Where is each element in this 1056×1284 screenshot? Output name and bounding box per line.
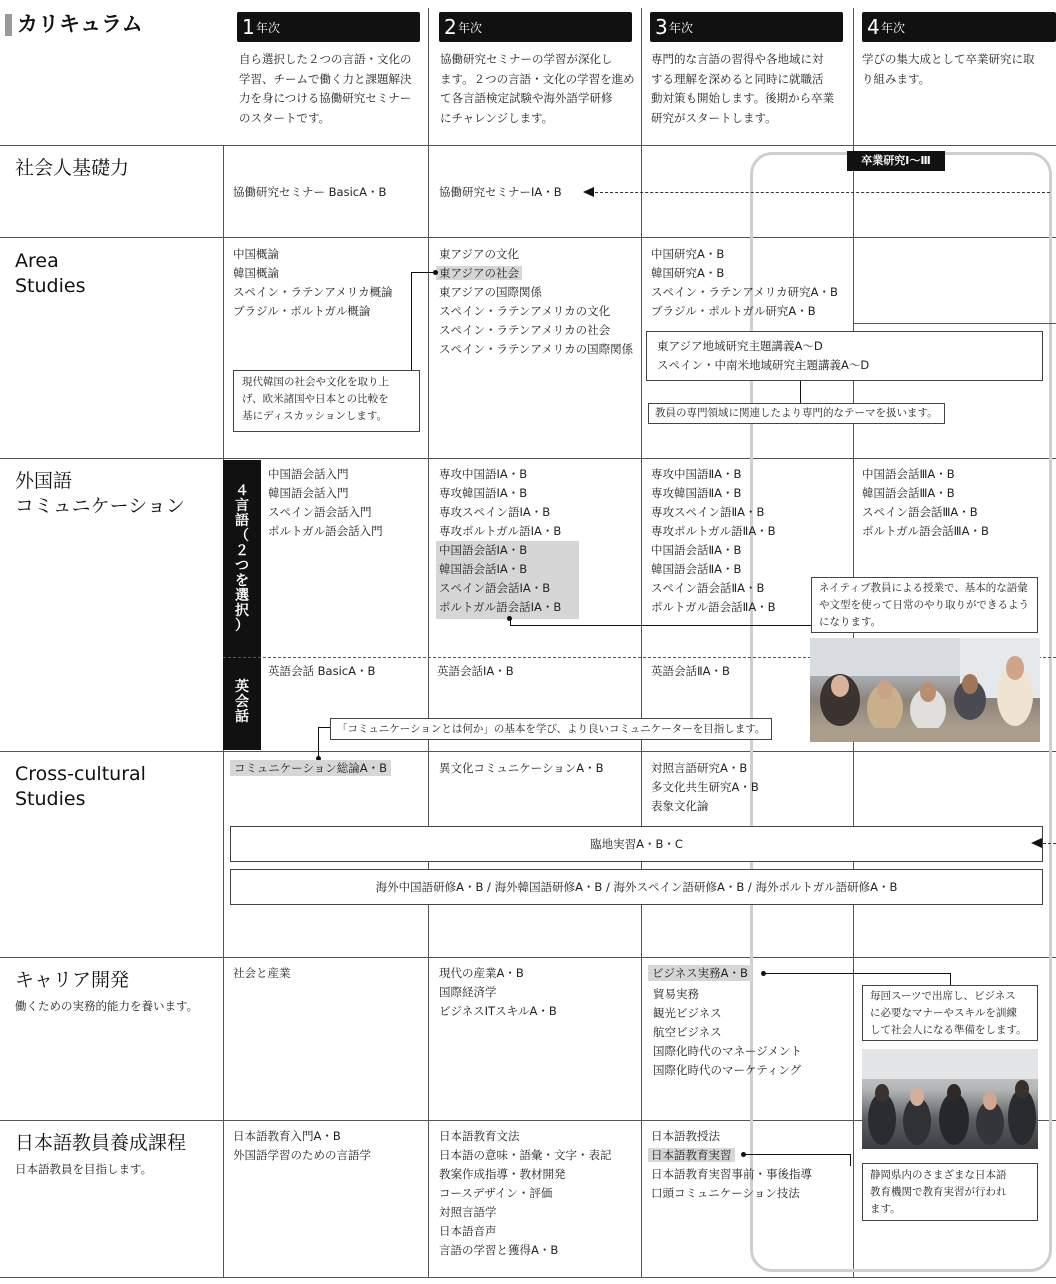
list-item: 国際経済学	[439, 985, 497, 999]
row-divider	[0, 145, 1056, 146]
list-item: 韓国語会話ⅢA・B	[862, 486, 955, 500]
list-item: 東アジアの国際関係	[439, 285, 543, 299]
year-4-number: 4	[867, 15, 880, 39]
kaigai-box: 海外中国語研修A・B / 海外韓国語研修A・B / 海外スペイン語研修A・B / 海外ポルトガル語研修A・B	[230, 869, 1043, 905]
list-item: 観光ビジネス	[653, 1006, 722, 1020]
area-note-2: 教員の専門領域に関連したより専門的なテーマを扱います。	[648, 403, 945, 424]
connector-dot	[433, 270, 438, 275]
list-item: 多文化共生研究A・B	[651, 780, 759, 794]
list-item: 中国概論	[233, 247, 279, 261]
connector-line	[744, 1154, 851, 1155]
category-gaikokugo: 外国語 コミュニケーション	[15, 470, 185, 517]
dashed-connector	[1043, 843, 1056, 844]
nihongo-y2-list	[439, 1127, 612, 1260]
list-item: スペイン・ラテンアメリカの社会	[439, 323, 611, 337]
list-item: ビジネスITスキルA・B	[439, 1004, 557, 1018]
year-3-badge	[650, 12, 843, 42]
list-item: 外国語学習のための言語学	[233, 1148, 371, 1162]
list-item: 日本語教育実習事前・事後指導	[651, 1167, 812, 1181]
list-item: 日本語音声	[439, 1224, 497, 1238]
list-item: スペイン・ラテンアメリカ概論	[233, 285, 393, 299]
list-item: 国際化時代のマーケティング	[653, 1063, 802, 1077]
list-item: ポルトガル語会話ⅡA・B	[651, 600, 776, 614]
nihongo-y3-list	[651, 1127, 812, 1203]
list-item: 専攻スペイン語ⅠA・B	[439, 505, 551, 519]
list-item: 韓国語会話入門	[268, 486, 349, 500]
connector-line	[411, 272, 435, 273]
cross-y2: 異文化コミュニケーションA・B	[439, 761, 604, 775]
list-item: 日本語教授法	[651, 1129, 720, 1143]
connector-line	[510, 625, 812, 626]
list-item: スペイン語会話入門	[268, 505, 372, 519]
list-item: 韓国研究A・B	[651, 266, 725, 280]
column-divider	[641, 8, 642, 1278]
list-item: 航空ビジネス	[653, 1025, 722, 1039]
list-item: スペイン語会話ⅡA・B	[651, 581, 765, 595]
nihongo-note: 静岡県内のさまざまな日本語 教育機関で教育実習が行われ ます。	[862, 1163, 1038, 1221]
classroom-photo	[810, 638, 1040, 742]
graduation-research-label: 卒業研究Ⅰ～Ⅲ	[847, 151, 945, 171]
list-item: スペイン・ラテンアメリカの国際関係	[439, 342, 634, 356]
lang-y1-list	[268, 465, 383, 541]
title-marker	[5, 14, 12, 36]
list-item: 韓国概論	[233, 266, 279, 280]
category-shakaijin: 社会人基礎力	[15, 157, 130, 179]
year-2-number: 2	[444, 15, 457, 39]
connector-line	[800, 381, 801, 403]
career-y2-list	[439, 964, 557, 1021]
list-item: 貿易実務	[653, 987, 699, 1001]
lang-y4-list	[862, 465, 989, 541]
year-1-description: 自ら選択した２つの言語・文化の 学習、チームで働く力と課題解決 力を身につける協働研究セミナー のスタートです。	[239, 52, 412, 125]
connector-line	[850, 1154, 851, 1166]
connector-line	[318, 727, 330, 728]
list-item: 現代の産業A・B	[439, 966, 524, 980]
arrow-head-left	[583, 187, 594, 197]
area-y3-list	[651, 245, 838, 321]
communication-note: 「コミュニケーションとは何か」の基本を学び、より良いコミュニケーターを目指します。	[330, 718, 772, 740]
connector-line	[318, 727, 319, 759]
year-3-description: 専門的な言語の習得や各地域に対 する理解を深めると同時に就職活 動対策も開始します。後期から卒業 研究がスタートします。	[651, 52, 835, 125]
category-area-studies: Area Studies	[15, 250, 86, 297]
list-item: 東アジアの文化	[439, 247, 520, 261]
list-item: 韓国語会話ⅠA・B	[439, 562, 528, 576]
area-y1-list	[233, 245, 393, 321]
list-item: 中国語会話入門	[268, 467, 349, 481]
list-item: スペイン語会話ⅢA・B	[862, 505, 978, 519]
list-item: 専攻韓国語ⅠA・B	[439, 486, 528, 500]
eng-y2: 英語会話ⅠA・B	[437, 664, 514, 678]
list-item: 専攻中国語ⅡA・B	[651, 467, 742, 481]
list-item: 社会と産業	[233, 966, 291, 980]
list-item: 専攻ポルトガル語ⅠA・B	[439, 524, 562, 538]
dashed-connector	[595, 192, 1050, 193]
list-item: 口頭コミュニケーション技法	[651, 1186, 800, 1200]
category-nihongo: 日本語教員養成課程	[15, 1132, 187, 1154]
category-career: キャリア開発	[15, 969, 130, 991]
category-career-subtitle: 働くための実務的能力を養います。	[15, 999, 199, 1013]
list-item: 教案作成指導・教材開発	[439, 1167, 566, 1181]
connector-line	[950, 973, 951, 985]
cross-y3-list	[651, 759, 759, 816]
connector-line	[510, 618, 511, 626]
list-item: ポルトガル語会話ⅠA・B	[439, 600, 562, 614]
year-2-badge	[439, 12, 632, 42]
year-1-number: 1	[242, 15, 255, 39]
page-title: カリキュラム	[17, 12, 143, 36]
list-item: ブラジル・ポルトガル研究A・B	[651, 304, 816, 318]
year-4-description: 学びの集大成として卒業研究に取 り組みます。	[862, 52, 1035, 86]
list-item: スペイン・ラテンアメリカの文化	[439, 304, 611, 318]
four-languages-label: ４ 言 語 （ ２ つ を 選 択 ）	[235, 483, 249, 634]
career-y1-list	[233, 964, 291, 983]
row-divider	[0, 1277, 1056, 1278]
connector-line	[764, 973, 951, 974]
category-cross-cultural: Cross-cultural Studies	[15, 763, 146, 810]
year-4-suffix: 年次	[881, 21, 906, 35]
list-item: 表象文化論	[651, 799, 709, 813]
lang-y3-list	[651, 465, 776, 617]
course-shakaijin-y2: 協働研究セミナーⅠA・B	[439, 185, 562, 199]
list-item: スペイン語会話ⅠA・B	[439, 581, 551, 595]
list-item: 中国研究A・B	[651, 247, 725, 261]
cross-y1: コミュニケーション総論A・B	[233, 759, 391, 778]
list-item: スペイン・ラテンアメリカ研究A・B	[651, 285, 838, 299]
list-item: 対照言語学	[439, 1205, 497, 1219]
year-3-number: 3	[655, 15, 668, 39]
list-item: ポルトガル語会話入門	[268, 524, 383, 538]
nihongo-y1-list	[233, 1127, 371, 1165]
year-3-suffix: 年次	[669, 21, 694, 35]
year-1-badge	[237, 12, 420, 42]
career-note: 毎回スーツで出席し、ビジネス に必要なマナーやスキルを訓練 して社会人になる準備をします。	[862, 985, 1038, 1041]
list-item: 東アジアの社会	[439, 264, 633, 283]
year-2-description: 協働研究セミナーの学習が深化し ます。２つの言語・文化の学習を進め て各言語検定試験や海外語学研修 にチャレンジします。	[440, 52, 635, 125]
list-item: 専攻スペイン語ⅡA・B	[651, 505, 765, 519]
arrow-head-left	[1031, 838, 1042, 848]
list-item: ブラジル・ポルトガル概論	[233, 304, 371, 318]
list-item: ポルトガル語会話ⅢA・B	[862, 524, 989, 538]
area-y2-list	[439, 245, 633, 359]
lang-y2-hl-list	[439, 541, 561, 617]
list-item: 中国語会話ⅠA・B	[439, 543, 528, 557]
list-item: 専攻中国語ⅠA・B	[439, 467, 528, 481]
connector-line	[411, 272, 412, 370]
eng-y1: 英語会話 BasicA・B	[268, 664, 376, 678]
list-item: 対照言語研究A・B	[651, 761, 748, 775]
course-shakaijin-y1: 協働研究セミナー BasicA・B	[233, 185, 387, 199]
column-divider	[428, 8, 429, 1278]
list-item: コースデザイン・評価	[439, 1186, 553, 1200]
list-item: 中国語会話ⅡA・B	[651, 543, 742, 557]
year-1-suffix: 年次	[256, 21, 281, 35]
list-item: 専攻韓国語ⅡA・B	[651, 486, 742, 500]
list-item: 日本語教育実習	[651, 1146, 812, 1165]
career-y3-list	[653, 985, 802, 1080]
list-item: 日本語教育入門A・B	[233, 1129, 341, 1143]
list-item: 国際化時代のマネージメント	[653, 1044, 802, 1058]
career-y3-highlight: ビジネス実務A・B	[651, 964, 752, 983]
native-teacher-note: ネイティブ教員による授業で、基本的な語彙 や文型を使って日常のやり取りができるよう になります。	[811, 577, 1038, 633]
list-item: 専攻ポルトガル語ⅡA・B	[651, 524, 776, 538]
area-note-1: 現代韓国の社会や文化を取り上 げ、欧米諸国や日本との比較を 基にディスカッションします。	[233, 370, 420, 432]
list-item: 言語の学習と獲得A・B	[439, 1243, 559, 1257]
partial-divider	[853, 323, 1056, 324]
eng-y3: 英語会話ⅡA・B	[651, 664, 730, 678]
year-4-badge	[862, 12, 1056, 42]
area-topic-box: 東アジア地域研究主題講義A～D スペイン・中南米地域研究主題講義A～D	[646, 331, 1043, 381]
category-nihongo-subtitle: 日本語教員を目指します。	[15, 1162, 153, 1176]
list-item: 韓国語会話ⅡA・B	[651, 562, 742, 576]
business-seminar-photo	[862, 1049, 1038, 1149]
year-2-suffix: 年次	[458, 21, 483, 35]
list-item: 中国語会話ⅢA・B	[862, 467, 955, 481]
rinchi-box: 臨地実習A・B・C	[230, 826, 1043, 862]
list-item: 日本語教育文法	[439, 1129, 520, 1143]
list-item: 日本語の意味・語彙・文字・表記	[439, 1148, 612, 1162]
english-label: 英 会 話	[235, 679, 249, 725]
lang-y2-list	[439, 465, 561, 541]
